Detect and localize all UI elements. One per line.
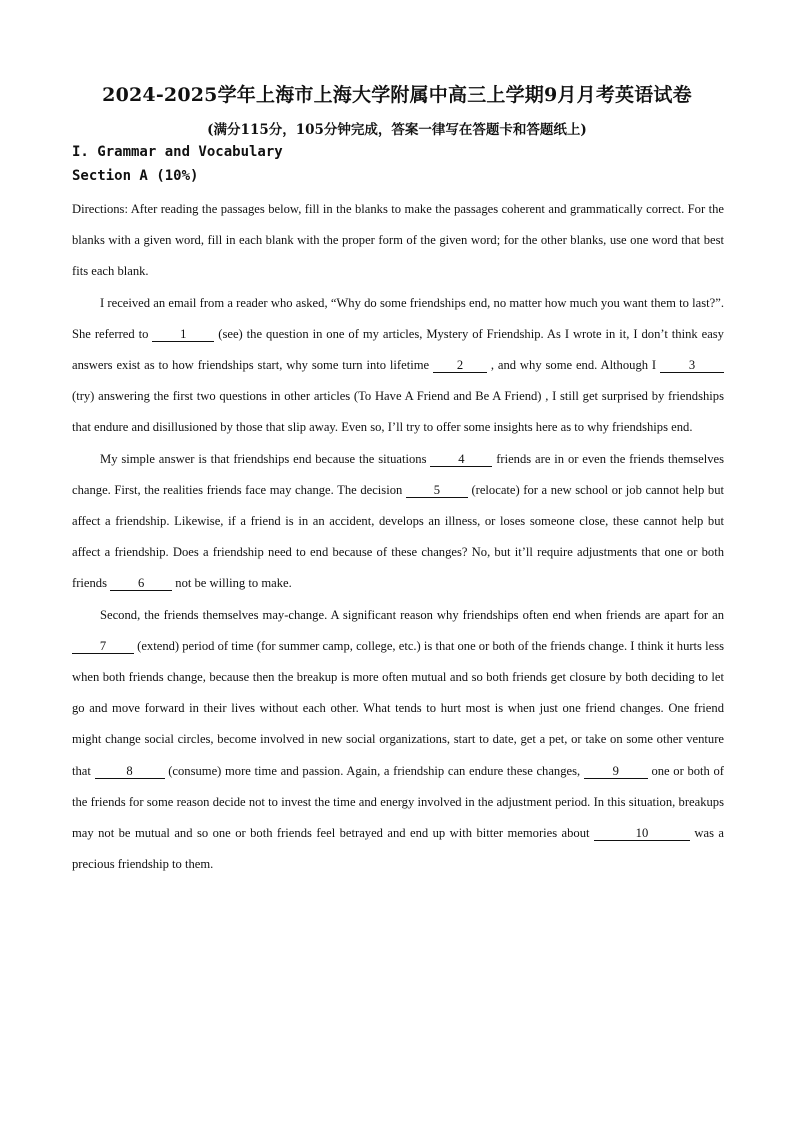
paragraph-1 — [72, 288, 724, 444]
paragraph-text: (relocate) for a new school or job cannot help but affect a friendship. Likewise, if a friend is in an accident, develops an illness, or loses someone close, these cannot help but affect a friendship. Does a friendship need to end because of these changes? No, but it’ll require adjustments that one or both friends — [72, 482, 724, 591]
paragraph-text: (see) the question in one of my articles, Mystery of Friendship. As I wrote in it, I don’t think easy answers exist as to how friendships start, why some turn into lifetime — [72, 326, 724, 373]
exam-instructions: (满分115分，105分钟完成，答案一律写在答题卡和答题纸上) — [207, 122, 587, 138]
paragraph-text: (try) answering the first two questions in other articles (To Have A Friend and Be A Friend) , I still get surprised by friendships that endure and disillusioned by those that slip away. Even so, I’ll try to offer some insights here as to why friendships end. — [72, 389, 724, 435]
blank-3: 3 — [660, 358, 724, 373]
part-heading: I. Grammar and Vocabulary — [72, 144, 283, 160]
passage-body — [72, 194, 724, 880]
paragraph-3 — [72, 600, 724, 881]
paragraph-text: not be willing to make. — [172, 576, 292, 591]
paragraph-text: was a precious friendship to them. — [72, 826, 724, 872]
blank-5: 5 — [406, 483, 468, 498]
blank-8: 8 — [95, 764, 165, 779]
exam-title: 2024-2025学年上海市上海大学附属中高三上学期9月月考英语试卷 — [102, 84, 692, 106]
blank-9: 9 — [584, 764, 648, 779]
blank-4: 4 — [430, 452, 492, 467]
paragraph-text: My simple answer is that friendships end because the situations — [100, 451, 431, 466]
blank-7: 7 — [72, 639, 134, 654]
paragraph-text: (consume) more time and passion. Again, a friendship can endure these changes, — [164, 763, 584, 778]
section-heading: Section A (10%) — [72, 168, 199, 184]
blank-1: 1 — [152, 327, 214, 342]
paragraph-2 — [72, 444, 724, 600]
paragraph-text: friends are in or even the friends themselves change. First, the realities friends face may change. The decision — [72, 451, 724, 497]
paragraph-text: , and why some end. Although I — [486, 358, 660, 373]
paragraph-text: I received an email from a reader who asked, “Why do some friendships end, no matter how much you want them to last?”. She referred to — [72, 295, 724, 341]
blank-10: 10 — [594, 826, 690, 841]
paragraph-text: (extend) period of time (for summer camp, college, etc.) is that one or both of the friends change. I think it hurts less when both friends change, because then the breakup is more often mutual and so both friends get closure by both deciding to let go and move forward in their lives without each other. What tends to hurt most is when just one friend changes. One friend might change social circles, become involved in new social organizations, start to date, get a pet, or take on some other venture that — [72, 638, 724, 778]
paragraph-text: Second, the friends themselves may-change. A significant reason why friendships often end when friends are apart for an — [100, 607, 724, 622]
blank-6: 6 — [110, 576, 172, 591]
paragraph-text: one or both of the friends for some reason decide not to invest the time and energy involved in the adjustment period. In this situation, breakups may not be mutual and so one or both friends feel betrayed and end up with bitter memories about — [72, 763, 724, 841]
blank-2: 2 — [433, 358, 487, 373]
directions-text: Directions: After reading the passages below, fill in the blanks to make the passages coherent and grammatically correct. For the blanks with a given word, fill in each blank with the proper form of the given word; for the other blanks, use one word that best fits each blank. — [72, 202, 724, 279]
